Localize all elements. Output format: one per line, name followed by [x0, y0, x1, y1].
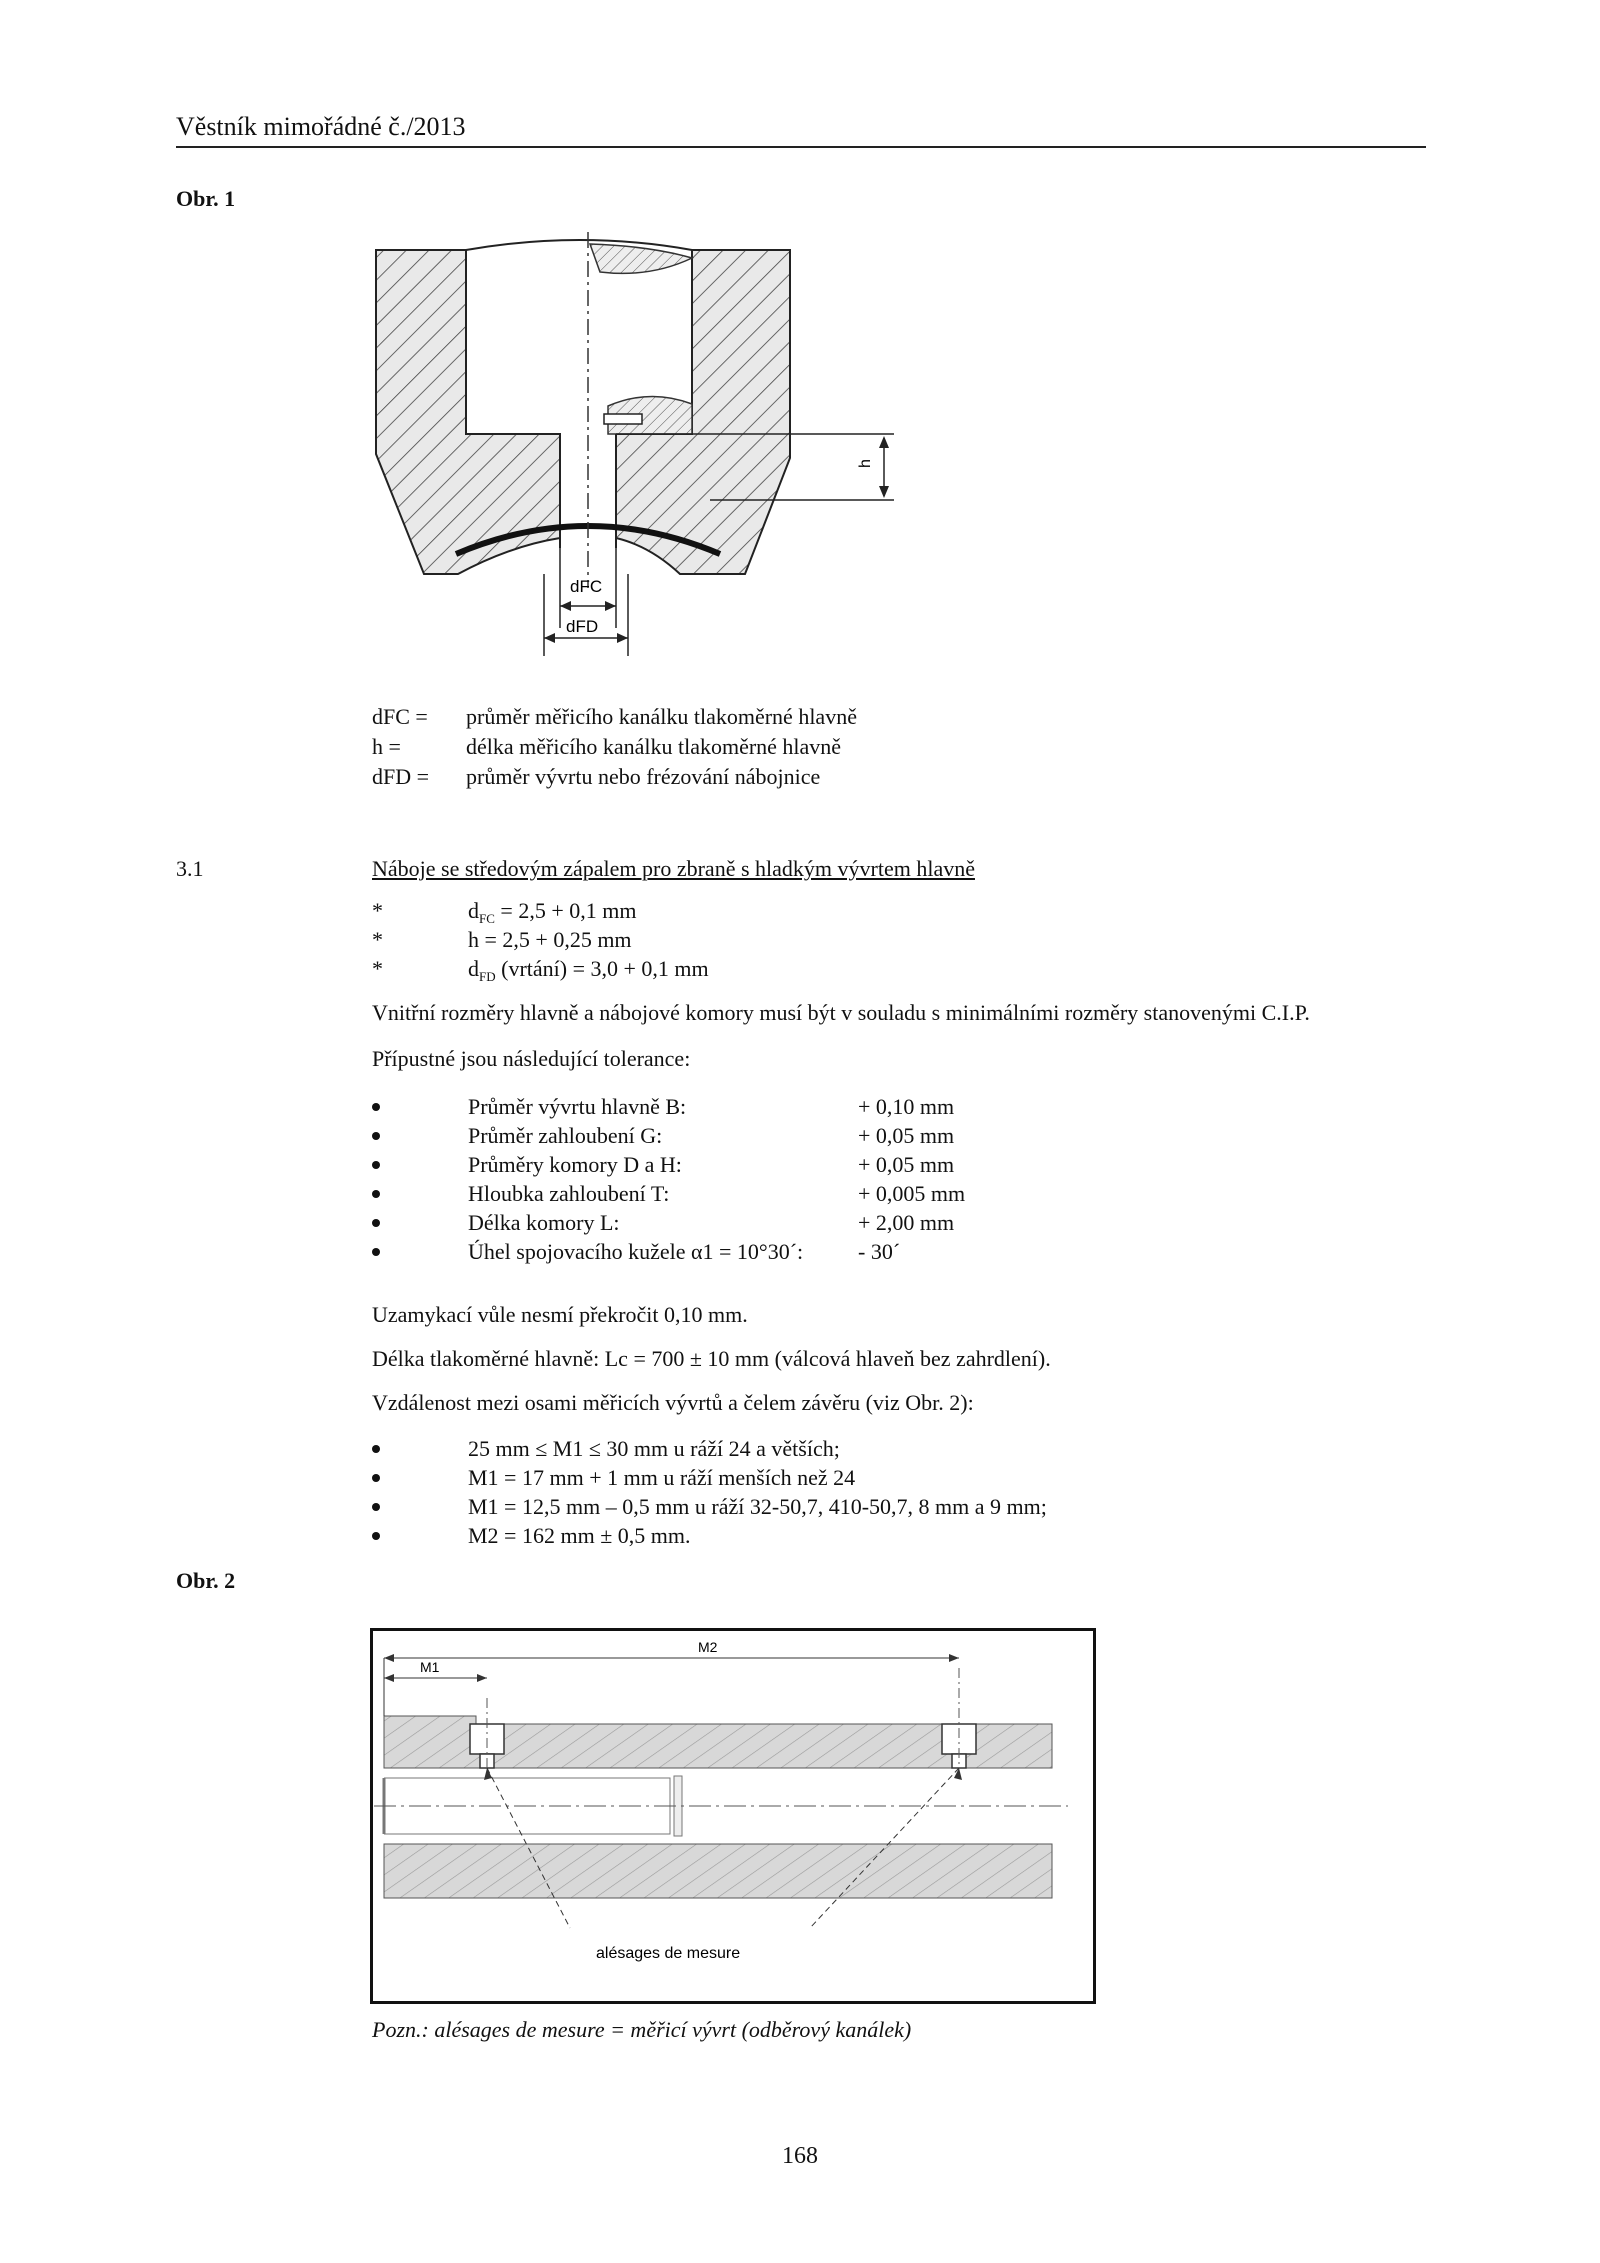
spec-value: = 2,5 + 0,1 mm	[494, 898, 637, 923]
bullet-icon	[372, 1248, 380, 1256]
header-rule	[176, 146, 1426, 148]
spec-marker: *	[372, 956, 383, 981]
label-dfd: dFD	[566, 617, 599, 636]
tolerance-label: Průměr zahloubení G:	[468, 1123, 663, 1148]
page-number: 168	[782, 2143, 818, 2169]
paragraph-distance-intro: Vzdálenost mezi osami měřicích vývrtů a čelem závěru (viz Obr. 2):	[372, 1390, 974, 1415]
spec-subscript: FD	[479, 969, 496, 984]
legend-key: dFC =	[372, 704, 428, 729]
spec-marker: *	[372, 927, 383, 952]
figure-1-legend	[372, 704, 1072, 794]
figure-1-label: Obr. 1	[176, 186, 236, 211]
spec-marker: *	[372, 898, 383, 923]
figure-1-diagram	[360, 228, 920, 668]
tolerance-label: Délka komory L:	[468, 1210, 620, 1235]
spec-list	[372, 898, 972, 988]
legend-key: dFD =	[372, 764, 430, 789]
measuring-bores-caption: alésages de mesure	[596, 1945, 741, 1962]
bullet-icon	[372, 1103, 380, 1111]
dimension-m1: M1	[420, 1659, 440, 1675]
tolerance-list	[372, 1094, 1072, 1274]
dimension-m2: M2	[698, 1639, 718, 1655]
tolerance-value: - 30´	[858, 1239, 901, 1264]
legend-key: h =	[372, 734, 401, 759]
paragraph-barrel-length: Délka tlakoměrné hlavně: Lc = 700 ± 10 mm (válcová hlaveň bez zahrdlení).	[372, 1346, 1051, 1371]
tolerance-label: Hloubka zahloubení T:	[468, 1181, 670, 1206]
tolerance-value: + 0,005 mm	[858, 1181, 966, 1206]
tolerance-value: + 0,05 mm	[858, 1152, 955, 1177]
bullet-icon	[372, 1132, 380, 1140]
figure-2-diagram	[370, 1628, 1096, 2004]
distance-text: M2 = 162 mm ± 0,5 mm.	[468, 1523, 691, 1548]
bullet-icon	[372, 1532, 380, 1540]
tolerance-value: + 2,00 mm	[858, 1210, 955, 1235]
spec-symbol: h = 2,5 + 0,25 mm	[468, 927, 632, 952]
bullet-icon	[372, 1503, 380, 1511]
label-dfc: dFC	[570, 577, 603, 596]
tolerance-label: Průměr vývrtu hlavně B:	[468, 1094, 687, 1119]
tolerance-value: + 0,05 mm	[858, 1123, 955, 1148]
figure-2-label: Obr. 2	[176, 1568, 236, 1593]
bullet-icon	[372, 1474, 380, 1482]
legend-value: délka měřicího kanálku tlakoměrné hlavně	[466, 734, 842, 759]
figure-2-note: Pozn.: alésages de mesure = měřicí vývrt (odběrový kanálek)	[372, 2017, 912, 2042]
paragraph-locking-clearance: Uzamykací vůle nesmí překročit 0,10 mm.	[372, 1302, 748, 1327]
bullet-icon	[372, 1445, 380, 1453]
bullet-icon	[372, 1219, 380, 1227]
tolerance-label: Průměry komory D a H:	[468, 1152, 682, 1177]
spec-value: (vrtání) = 3,0 + 0,1 mm	[495, 956, 709, 981]
spec-symbol: d	[468, 956, 479, 981]
spec-subscript: FC	[479, 911, 495, 926]
legend-value: průměr vývrtu nebo frézování nábojnice	[466, 764, 821, 789]
bullet-icon	[372, 1190, 380, 1198]
distance-text: M1 = 17 mm + 1 mm u ráží menších než 24	[468, 1465, 856, 1490]
section-title: Náboje se středovým zápalem pro zbraně s hladkým vývrtem hlavně	[372, 856, 975, 881]
tolerance-value: + 0,10 mm	[858, 1094, 955, 1119]
distance-text: M1 = 12,5 mm – 0,5 mm u ráží 32-50,7, 410-50,7, 8 mm a 9 mm;	[468, 1494, 1047, 1519]
document-header: Věstník mimořádné č./2013	[176, 112, 466, 141]
section-number: 3.1	[176, 856, 204, 881]
distance-list	[372, 1436, 1172, 1556]
paragraph-tolerances-intro: Přípustné jsou následující tolerance:	[372, 1046, 691, 1071]
spec-symbol: d	[468, 898, 479, 923]
tolerance-label: Úhel spojovacího kužele α1 = 10°30´:	[468, 1239, 804, 1264]
bullet-icon	[372, 1161, 380, 1169]
legend-value: průměr měřicího kanálku tlakoměrné hlavně	[466, 704, 857, 729]
paragraph-dimensions: Vnitřní rozměry hlavně a nábojové komory musí být v souladu s minimálními rozměry stanovenými C.I.P.	[372, 1000, 1310, 1025]
distance-text: 25 mm ≤ M1 ≤ 30 mm u ráží 24 a větších;	[468, 1436, 840, 1461]
label-h: h	[857, 459, 874, 468]
